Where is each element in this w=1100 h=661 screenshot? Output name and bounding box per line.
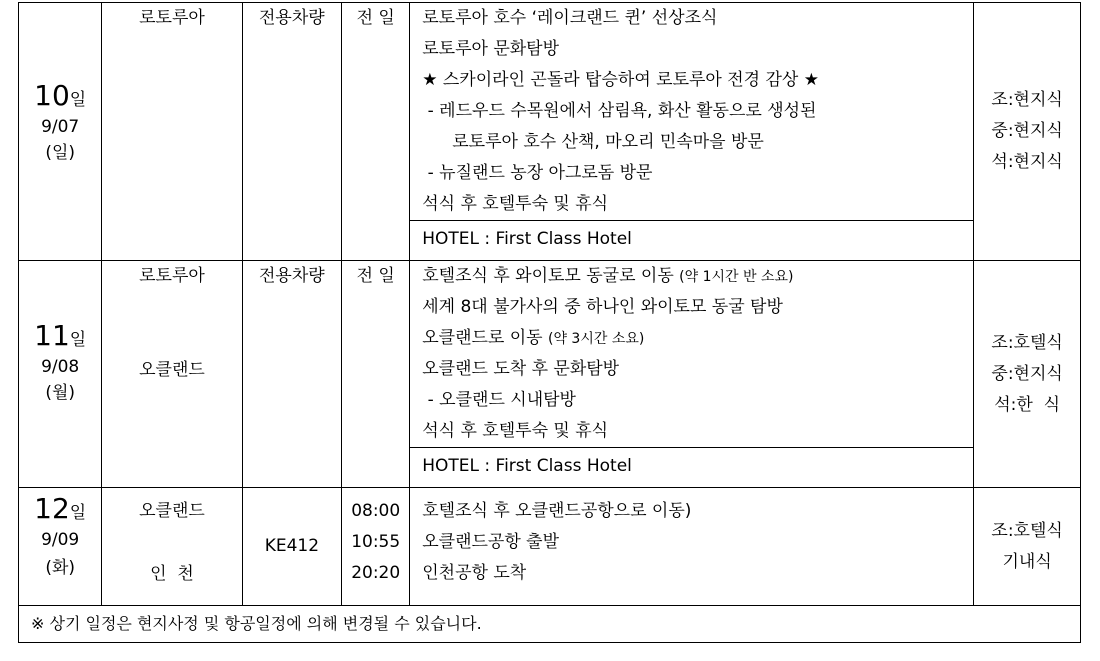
day-row-12 [19, 488, 1081, 606]
time-cell [342, 488, 410, 606]
itinerary-table [18, 2, 1081, 643]
time: 20:20 [351, 563, 401, 583]
day-date: 9/08 [41, 357, 80, 377]
schedule-line: - 오클랜드 시내탐방 [422, 390, 576, 410]
meal-cell [974, 261, 1081, 488]
time-cell [342, 261, 410, 488]
meal-inflight: 기내식 [1002, 551, 1052, 572]
day-date: 9/09 [41, 530, 80, 550]
place-name: 로토루아 [139, 266, 205, 286]
day-cell [19, 488, 102, 606]
day-weekday: (일) [45, 143, 75, 163]
schedule-line: 호텔조식 후 오클랜드공항으로 이동) [422, 501, 692, 521]
itinerary-table-frame [18, 2, 1081, 644]
schedule-note: (약 1시간 반 소요) [679, 269, 794, 285]
meal-breakfast: 조:현지식 [991, 90, 1063, 110]
day-number: 11일 [34, 319, 87, 352]
transport: 전용차량 [259, 266, 325, 286]
day-cell [19, 261, 102, 488]
meal-lunch: 중:현지식 [991, 121, 1063, 141]
place-name-2: 오클랜드 [139, 360, 205, 380]
time-cell [342, 3, 410, 261]
schedule-line: 세계 8대 불가사의 중 하나인 와이토모 동굴 탐방 [422, 297, 783, 317]
transport-cell [242, 3, 342, 261]
schedule-line: 오클랜드 도착 후 문화탐방 [422, 359, 620, 379]
day-weekday: (화) [45, 558, 75, 578]
day-date: 9/07 [41, 117, 80, 137]
meal-dinner: 석:현지식 [991, 152, 1063, 172]
schedule-line: 인천공항 도착 [422, 563, 527, 583]
time: 전 일 [356, 266, 395, 286]
schedule-lines [410, 261, 973, 447]
footer-cell [19, 606, 1081, 643]
place-cell [102, 488, 242, 606]
schedule-cell [410, 3, 974, 261]
schedule-cell [410, 488, 974, 606]
time: 전 일 [356, 8, 395, 28]
place-cell [102, 3, 242, 261]
schedule-cell [410, 261, 974, 488]
day-cell [19, 3, 102, 261]
schedule-line: 로토루아 호수 산책, 마오리 민속마을 방문 [452, 132, 764, 152]
meal-breakfast: 조:호텔식 [991, 520, 1063, 541]
hotel-line: HOTEL : First Class Hotel [410, 220, 973, 258]
schedule-lines [410, 3, 973, 220]
transport-cell [242, 261, 342, 488]
schedule-line: - 레드우드 수목원에서 삼림욕, 화산 활동으로 생성된 [422, 101, 817, 121]
meal-cell [974, 3, 1081, 261]
schedule-line: 오클랜드공항 출발 [422, 532, 560, 552]
meal-lunch: 중:현지식 [991, 363, 1063, 384]
day-row-10 [19, 3, 1081, 261]
meal-dinner: 석:한 식 [994, 394, 1061, 415]
transport-cell [242, 488, 342, 606]
place-name: 로토루아 [139, 8, 205, 28]
transport: 전용차량 [259, 8, 325, 28]
footer-note: ※ 상기 일정은 현지사정 및 항공일정에 의해 변경될 수 있습니다. [31, 614, 482, 633]
day-weekday: (월) [45, 383, 75, 403]
schedule-line: 호텔조식 후 와이토모 동굴로 이동 (약 1시간 반 소요) [422, 266, 794, 286]
schedule-lines [410, 496, 973, 589]
meal-breakfast: 조:호텔식 [991, 332, 1063, 353]
schedule-line: 석식 후 호텔투숙 및 휴식 [422, 194, 609, 214]
flight-number: KE412 [264, 536, 320, 556]
schedule-line: 오클랜드로 이동 (약 3시간 소요) [422, 328, 645, 348]
hotel-line: HOTEL : First Class Hotel [410, 447, 973, 485]
day-number: 10일 [34, 79, 87, 112]
schedule-note: (약 3시간 소요) [548, 331, 645, 347]
place-cell [102, 261, 242, 488]
schedule-line: ★ 스카이라인 곤돌라 탑승하여 로토루아 전경 감상 ★ [422, 70, 819, 90]
footer-row [19, 606, 1081, 643]
schedule-line: - 뉴질랜드 농장 아그로돔 방문 [422, 163, 653, 183]
schedule-line: 석식 후 호텔투숙 및 휴식 [422, 421, 609, 441]
meal-cell [974, 488, 1081, 606]
day-number: 12일 [34, 492, 87, 525]
schedule-line: 로토루아 문화탐방 [422, 39, 560, 59]
place-name-2: 인 천 [150, 564, 194, 584]
place-name: 오클랜드 [139, 501, 205, 521]
day-row-11 [19, 261, 1081, 488]
schedule-line: 로토루아 호수 ‘레이크랜드 퀸’ 선상조식 [422, 8, 718, 28]
time: 10:55 [351, 532, 401, 552]
time: 08:00 [351, 501, 401, 521]
